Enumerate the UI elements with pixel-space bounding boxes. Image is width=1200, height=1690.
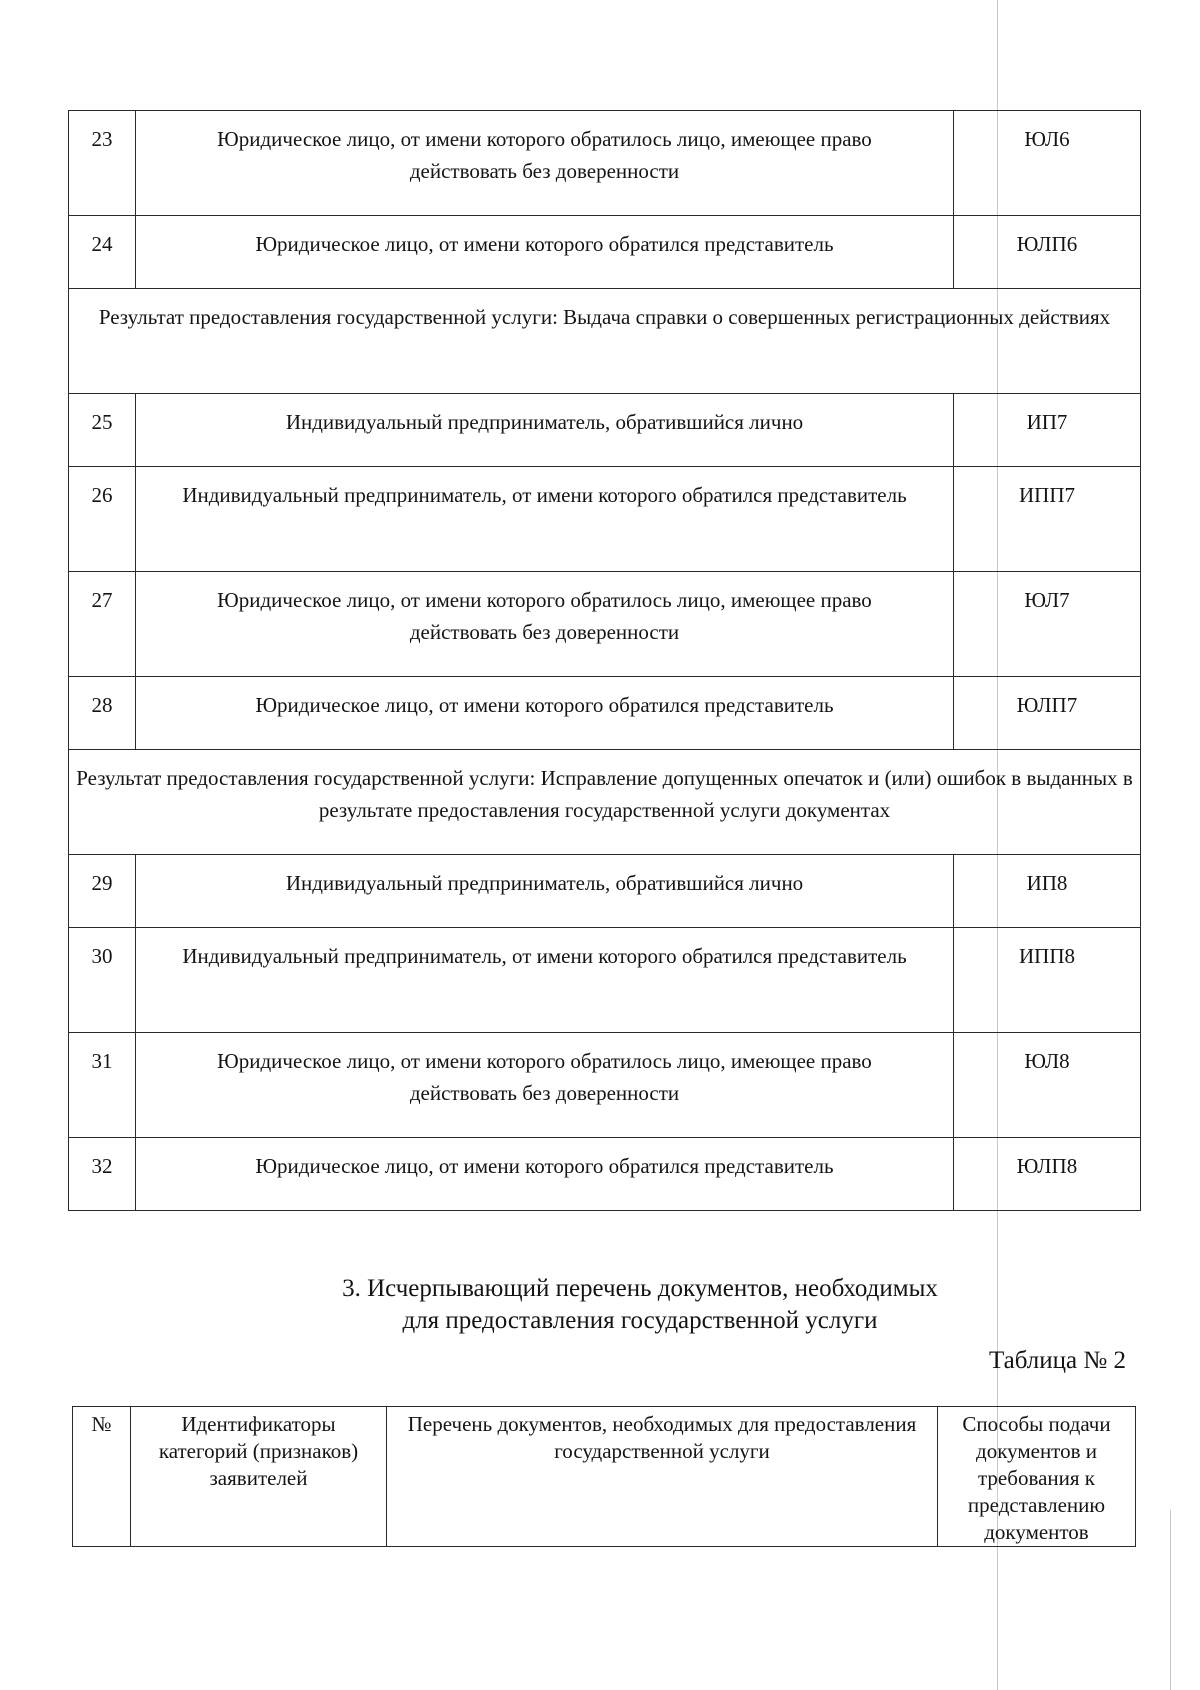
section-title (150, 1273, 1130, 1337)
row-number-cell: 23 (69, 111, 136, 216)
category-code-cell: ЮЛ8 (954, 1032, 1141, 1137)
row-number-cell: 27 (69, 571, 136, 676)
header-cell-applicant-ids: Идентификаторы категорий (признаков) заявителей (131, 1407, 387, 1547)
documents-table (72, 1406, 1136, 1547)
category-code-cell: ЮЛП7 (954, 677, 1141, 750)
row-number-cell: 24 (69, 216, 136, 289)
table-row (69, 1032, 1141, 1137)
category-code-cell: ЮЛ7 (954, 571, 1141, 676)
applicant-category-cell: Юридическое лицо, от имени которого обратился представитель (136, 1138, 954, 1211)
table-row (69, 927, 1141, 1032)
table-row (69, 466, 1141, 571)
table-row (69, 394, 1141, 467)
row-number-cell: 25 (69, 394, 136, 467)
applicant-categories-table-body (69, 111, 1141, 1211)
table-row (69, 677, 1141, 750)
header-cell-submission-methods: Способы подачи документов и требования к представлению документов (938, 1407, 1136, 1547)
category-code-cell: ЮЛП6 (954, 216, 1141, 289)
applicant-category-cell: Индивидуальный предприниматель, обратившийся лично (136, 394, 954, 467)
row-number-cell: 26 (69, 466, 136, 571)
header-cell-number: № (73, 1407, 131, 1547)
table-caption: Таблица № 2 (988, 1347, 1126, 1374)
table-row (69, 1138, 1141, 1211)
table-row (69, 216, 1141, 289)
header-cell-document-list: Перечень документов, необходимых для предоставления государственной услуги (387, 1407, 938, 1547)
row-number-cell: 32 (69, 1138, 136, 1211)
category-code-cell: ЮЛ6 (954, 111, 1141, 216)
section-title-line-1: 3. Исчерпывающий перечень документов, необходимых (342, 1275, 938, 1302)
result-heading-row (69, 288, 1141, 393)
applicant-category-cell: Юридическое лицо, от имени которого обратилось лицо, имеющее право действовать без доверенности (136, 111, 954, 216)
applicant-category-cell: Индивидуальный предприниматель, обратившийся лично (136, 855, 954, 928)
row-number-cell: 28 (69, 677, 136, 750)
applicant-category-cell: Юридическое лицо, от имени которого обратилось лицо, имеющее право действовать без доверенности (136, 571, 954, 676)
row-number-cell: 30 (69, 927, 136, 1032)
row-number-cell: 31 (69, 1032, 136, 1137)
category-code-cell: ИП7 (954, 394, 1141, 467)
applicant-category-cell: Индивидуальный предприниматель, от имени которого обратился представитель (136, 927, 954, 1032)
section-title-line-2: для предоставления государственной услуги (402, 1307, 878, 1334)
applicant-category-cell: Юридическое лицо, от имени которого обратился представитель (136, 216, 954, 289)
table-row (69, 855, 1141, 928)
applicant-categories-table (68, 110, 1141, 1211)
result-heading-row (69, 749, 1141, 854)
applicant-category-cell: Юридическое лицо, от имени которого обратилось лицо, имеющее право действовать без доверенности (136, 1032, 954, 1137)
applicant-category-cell: Индивидуальный предприниматель, от имени которого обратился представитель (136, 466, 954, 571)
documents-table-header-row (73, 1407, 1136, 1547)
row-number-cell: 29 (69, 855, 136, 928)
category-code-cell: ИП8 (954, 855, 1141, 928)
result-heading-text: Результат предоставления государственной услуги: Исправление допущенных опечаток и (или) ошибок в выданных в результате предоставления государственной услуги документах (69, 749, 1141, 854)
table-row (69, 111, 1141, 216)
category-code-cell: ИПП8 (954, 927, 1141, 1032)
result-heading-text: Результат предоставления государственной услуги: Выдача справки о совершенных регистрационных действиях (69, 288, 1141, 393)
category-code-cell: ЮЛП8 (954, 1138, 1141, 1211)
category-code-cell: ИПП7 (954, 466, 1141, 571)
applicant-category-cell: Юридическое лицо, от имени которого обратился представитель (136, 677, 954, 750)
table-row (69, 571, 1141, 676)
scan-artifact-line (1170, 1510, 1171, 1690)
